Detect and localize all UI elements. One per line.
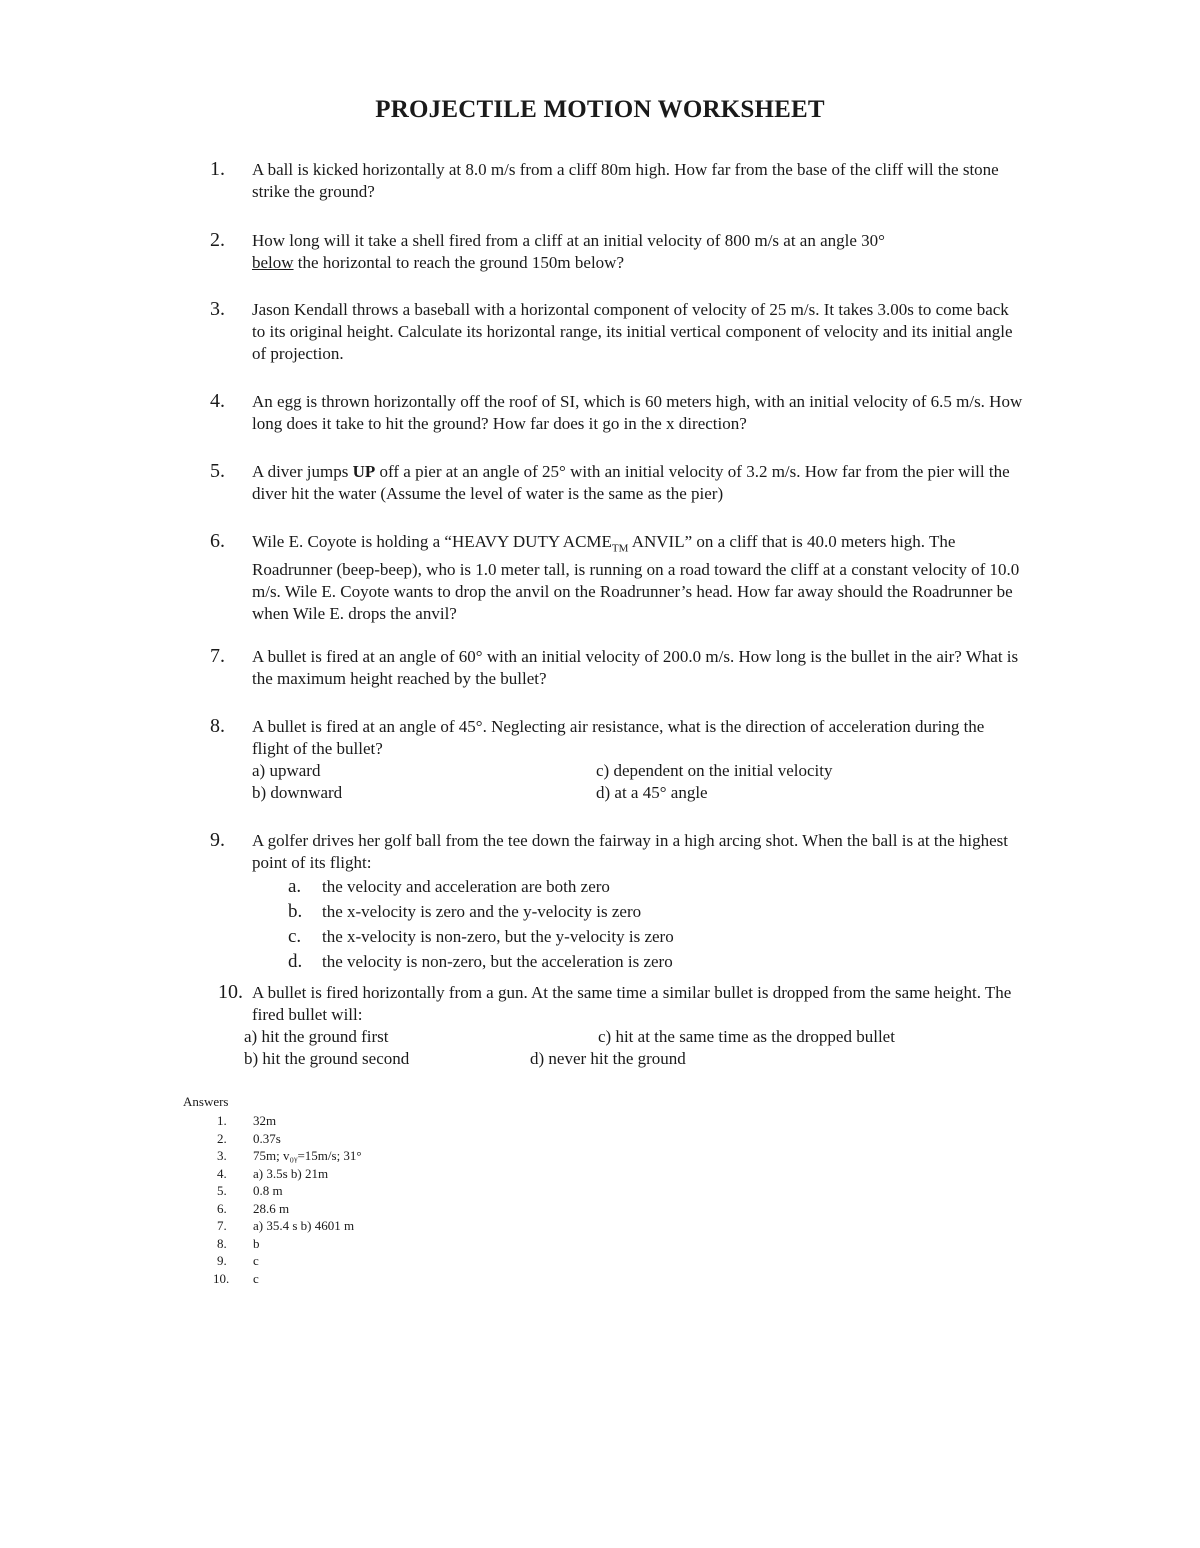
answer-options xyxy=(252,760,1025,804)
option-c xyxy=(288,924,1025,949)
option-letter: d. xyxy=(288,951,303,972)
answer-value: 75m; v₀ᵧ=15m/s; 31° xyxy=(253,1148,362,1163)
option-letter: a. xyxy=(288,876,302,897)
option-list xyxy=(288,874,1025,974)
question-text: A bullet is fired horizontally from a gun. At the same time a similar bullet is dropped from the same height. The fired bullet will: xyxy=(252,983,1012,1024)
question-text: A golfer drives her golf ball from the tee down the fairway in a high arcing shot. When the ball is at the highest point of its flight: xyxy=(252,831,1008,872)
answer-value: c xyxy=(253,1253,259,1268)
option-c: c) dependent on the initial velocity xyxy=(596,761,833,780)
option-b: b) downward xyxy=(252,783,343,802)
option-text: the velocity and acceleration are both zero xyxy=(322,877,610,896)
question-text-part: Wile E. Coyote is holding a “HEAVY DUTY ACME xyxy=(252,532,612,551)
option-text: the x-velocity is zero and the y-velocity is zero xyxy=(322,902,642,921)
option-text: the velocity is non-zero, but the acceleration is zero xyxy=(322,952,673,971)
question-8 xyxy=(210,716,1025,804)
answer-number: 8. xyxy=(217,1235,227,1251)
answer-row xyxy=(183,1165,329,1184)
answer-value: a) 3.5s b) 21m xyxy=(253,1165,329,1181)
question-3 xyxy=(210,299,1025,365)
answer-row xyxy=(183,1235,260,1254)
underlined-word: below xyxy=(252,253,294,272)
answer-row xyxy=(183,1200,290,1219)
option-d xyxy=(288,949,1025,974)
answer-value: 32m xyxy=(253,1113,277,1128)
question-text-part: off a pier at an angle of 25° with an initial velocity of 3.2 m/s. How far from the pier will the diver hit the water (Assume the level of water is the same as the pier) xyxy=(252,462,1010,503)
question-4 xyxy=(210,391,1025,435)
question-2 xyxy=(210,230,1025,274)
question-text-part: A diver jumps xyxy=(252,462,353,481)
question-number: 3. xyxy=(210,298,225,320)
answer-number: 10. xyxy=(213,1270,230,1286)
answer-value: 0.8 m xyxy=(253,1183,283,1198)
question-text: An egg is thrown horizontally off the roof of SI, which is 60 meters high, with an initial velocity of 6.5 m/s. How long does it take to hit the ground? How far does it go in the x direction? xyxy=(252,392,1023,433)
question-number: 4. xyxy=(210,390,225,412)
question-9 xyxy=(210,830,1025,974)
option-letter: b. xyxy=(288,901,303,922)
answer-row xyxy=(183,1113,277,1131)
answer-value: 28.6 m xyxy=(253,1200,290,1216)
question-number: 5. xyxy=(210,460,225,482)
question-text-part: How long will it take a shell fired from a cliff at an initial velocity of 800 m/s at an angle 30° xyxy=(252,231,885,250)
answer-key xyxy=(183,1094,362,1288)
option-letter: c. xyxy=(288,926,302,947)
option-a: a) hit the ground first xyxy=(244,1027,389,1046)
option-d: d) never hit the ground xyxy=(530,1049,686,1068)
question-number: 2. xyxy=(210,229,225,251)
question-text xyxy=(252,461,1025,505)
question-text: Jason Kendall throws a baseball with a horizontal component of velocity of 25 m/s. It takes 3.00s to come back to its original height. Calculate its horizontal range, its initial vertical component of velocity and its initial angle of projection. xyxy=(252,300,1013,363)
question-text-part: the horizontal to reach the ground 150m below? xyxy=(293,253,625,272)
question-text xyxy=(252,531,1025,625)
question-text-part: ANVIL” on a cliff that is 40.0 meters high. The Roadrunner (beep-beep), who is 1.0 meter tall, is running on a road toward the cliff at a constant velocity of 10.0 m/s. Wile E. Coyote wants to drop the anvil on the Roadrunner’s head. How far away should the Roadrunner be when Wile E. drops the anvil? xyxy=(252,532,1020,624)
answer-number: 7. xyxy=(217,1218,227,1233)
bold-word: UP xyxy=(352,462,376,481)
answer-number: 3. xyxy=(217,1148,227,1163)
answer-value: c xyxy=(253,1270,259,1286)
answer-row xyxy=(183,1218,355,1236)
answer-number: 6. xyxy=(217,1200,227,1216)
option-b: b) hit the ground second xyxy=(244,1049,410,1068)
option-a: a) upward xyxy=(252,761,321,780)
answer-number: 2. xyxy=(217,1130,227,1146)
question-10 xyxy=(210,982,1025,1070)
question-number: 8. xyxy=(210,715,225,737)
question-text: A bullet is fired at an angle of 60° with an initial velocity of 200.0 m/s. How long is the bullet in the air? What is the maximum height reached by the bullet? xyxy=(252,647,1019,688)
question-number: 10. xyxy=(218,981,243,1003)
option-c: c) hit at the same time as the dropped bullet xyxy=(598,1027,895,1046)
answer-number: 1. xyxy=(217,1113,227,1128)
option-b xyxy=(288,899,1025,924)
answer-row xyxy=(183,1130,281,1149)
answer-row xyxy=(183,1270,259,1289)
question-number: 9. xyxy=(210,829,225,851)
question-text: A bullet is fired at an angle of 45°. Neglecting air resistance, what is the direction of acceleration during the flight of the bullet? xyxy=(252,717,985,758)
option-text: the x-velocity is non-zero, but the y-velocity is zero xyxy=(322,927,674,946)
answer-number: 4. xyxy=(217,1165,227,1181)
question-7 xyxy=(210,646,1025,690)
question-number: 7. xyxy=(210,645,225,667)
question-text: A ball is kicked horizontally at 8.0 m/s from a cliff 80m high. How far from the base of the cliff will the stone strike the ground? xyxy=(252,160,999,201)
option-a xyxy=(288,874,1025,899)
answer-row xyxy=(183,1253,259,1271)
question-5 xyxy=(210,461,1025,505)
page-title: PROJECTILE MOTION WORKSHEET xyxy=(375,96,825,123)
option-d: d) at a 45° angle xyxy=(596,783,708,802)
answer-value: a) 35.4 s b) 4601 m xyxy=(253,1218,355,1233)
answer-row xyxy=(183,1183,283,1201)
question-text xyxy=(252,230,1025,274)
question-1 xyxy=(210,159,1025,203)
question-number: 6. xyxy=(210,530,225,552)
answer-key-header: Answers xyxy=(183,1094,229,1109)
trademark-subscript: TM xyxy=(611,542,629,555)
question-6 xyxy=(210,531,1025,625)
answer-options xyxy=(210,1026,1025,1070)
question-number: 1. xyxy=(210,158,225,180)
answer-row xyxy=(183,1148,362,1166)
answer-number: 5. xyxy=(217,1183,227,1198)
answer-number: 9. xyxy=(217,1253,227,1268)
answer-value: 0.37s xyxy=(253,1130,281,1146)
answer-value: b xyxy=(253,1235,260,1251)
